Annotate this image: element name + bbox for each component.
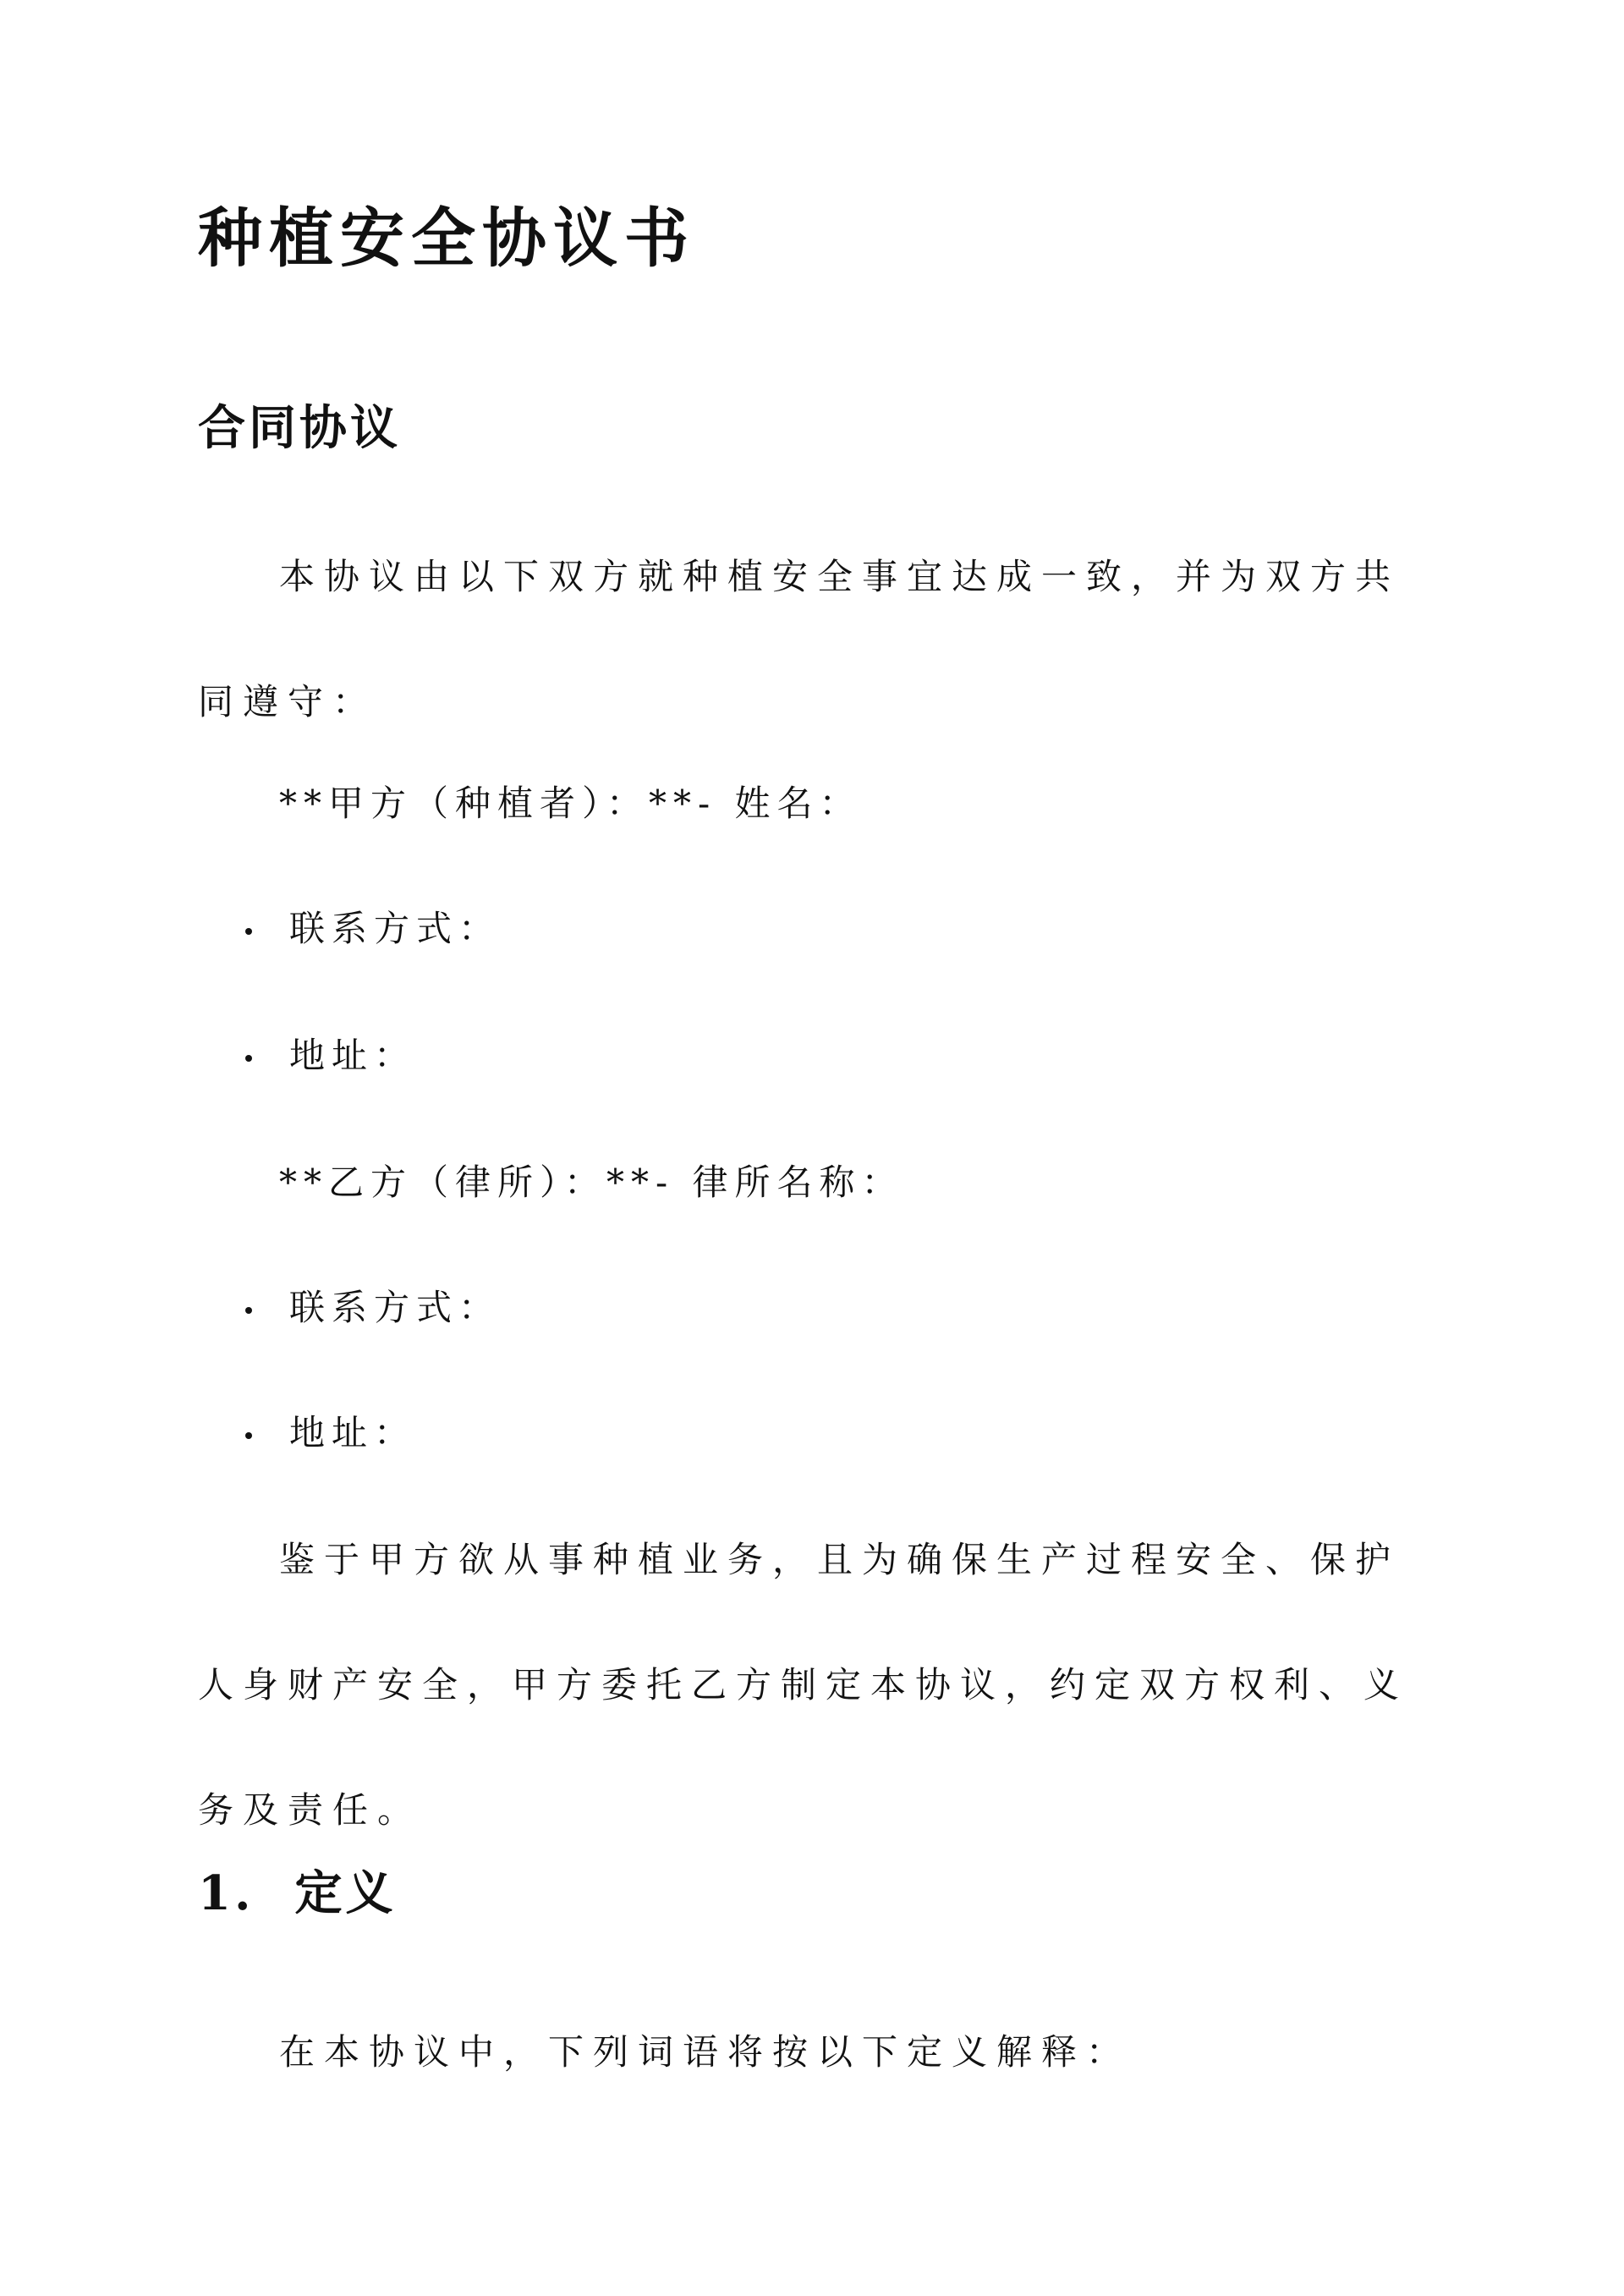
- party-a-line: **甲方（种植者）：**- 姓名：: [279, 783, 862, 824]
- intro-paragraph: 本协议由以下双方就种植安全事宜达成一致，并为双方共同遵守：: [198, 556, 1401, 722]
- section-heading-contract: 合同协议: [198, 400, 401, 456]
- bullet-icon: [245, 1432, 252, 1439]
- bullet-icon: [245, 928, 252, 935]
- bullet-icon: [245, 1055, 252, 1062]
- party-a-address-item: [245, 1030, 416, 1081]
- party-a-address-label: 地址：: [289, 1035, 417, 1076]
- document-title: 种植安全协议书: [198, 200, 695, 276]
- section-title: 定义: [294, 1865, 397, 1921]
- bullet-icon: [245, 1307, 252, 1314]
- section-number: 1.: [198, 1865, 255, 1921]
- party-a-contact-item: [245, 904, 501, 954]
- party-b-address-label: 地址：: [289, 1412, 417, 1453]
- definitions-paragraph: 在本协议中，下列词语将按以下定义解释：: [279, 2031, 1132, 2073]
- party-b-contact-item: [245, 1283, 501, 1333]
- party-a-contact-label: 联系方式：: [289, 908, 502, 949]
- party-b-contact-label: 联系方式：: [289, 1287, 502, 1328]
- party-b-line: **乙方（律所）：**- 律所名称：: [279, 1162, 904, 1203]
- section-heading-definitions: [198, 1861, 396, 1925]
- recital-paragraph: 鉴于甲方欲从事种植业务，且为确保生产过程安全、保护人身财产安全，甲方委托乙方制定本协议，约定双方权利、义务及责任。: [198, 1539, 1409, 1831]
- party-b-address-item: [245, 1408, 416, 1458]
